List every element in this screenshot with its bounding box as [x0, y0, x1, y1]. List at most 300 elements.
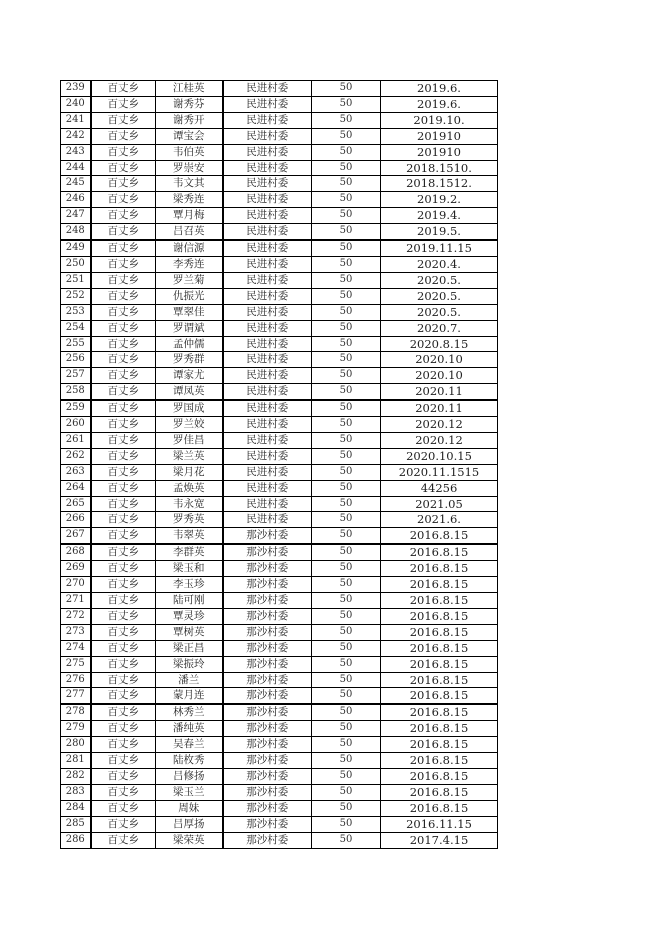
table-row: [61, 672, 498, 688]
person-name-cell: 罗谓斌: [156, 320, 223, 336]
amount-cell: 50: [312, 528, 381, 544]
row-number-cell: 268: [61, 544, 91, 560]
village-committee-cell: 民进村委: [223, 448, 312, 464]
row-number-cell: 257: [61, 368, 91, 384]
row-number-cell: 250: [61, 256, 91, 272]
village-committee-cell: 那沙村委: [223, 688, 312, 704]
amount-cell: 50: [312, 272, 381, 288]
row-number-cell: 267: [61, 528, 91, 544]
village-committee-cell: 民进村委: [223, 384, 312, 400]
date-cell: 2016.8.15: [381, 768, 498, 784]
row-number-cell: 265: [61, 496, 91, 512]
row-number-cell: 279: [61, 721, 91, 737]
township-cell: 百丈乡: [91, 208, 156, 224]
amount-cell: 50: [312, 593, 381, 609]
amount-cell: 50: [312, 128, 381, 144]
table-row: [61, 81, 498, 97]
date-cell: 2020.5.: [381, 304, 498, 320]
table-row: [61, 656, 498, 672]
amount-cell: 50: [312, 464, 381, 480]
village-committee-cell: 那沙村委: [223, 800, 312, 816]
person-name-cell: 李群英: [156, 544, 223, 560]
amount-cell: 50: [312, 704, 381, 720]
table-row: [61, 737, 498, 753]
village-committee-cell: 民进村委: [223, 144, 312, 160]
amount-cell: 50: [312, 656, 381, 672]
table-row: [61, 208, 498, 224]
township-cell: 百丈乡: [91, 144, 156, 160]
village-committee-cell: 那沙村委: [223, 784, 312, 800]
person-name-cell: 谢信源: [156, 240, 223, 256]
table-row: [61, 288, 498, 304]
amount-cell: 50: [312, 688, 381, 704]
amount-cell: 50: [312, 512, 381, 528]
person-name-cell: 陆枚秀: [156, 753, 223, 769]
village-committee-cell: 民进村委: [223, 496, 312, 512]
amount-cell: 50: [312, 304, 381, 320]
row-number-cell: 266: [61, 512, 91, 528]
date-cell: 2016.8.15: [381, 800, 498, 816]
township-cell: 百丈乡: [91, 577, 156, 593]
amount-cell: 50: [312, 96, 381, 112]
township-cell: 百丈乡: [91, 512, 156, 528]
township-cell: 百丈乡: [91, 704, 156, 720]
village-committee-cell: 民进村委: [223, 224, 312, 240]
person-name-cell: 吕厚扬: [156, 816, 223, 832]
table-row: [61, 721, 498, 737]
table-row: [61, 336, 498, 352]
township-cell: 百丈乡: [91, 721, 156, 737]
table-row: [61, 400, 498, 416]
table-row: [61, 688, 498, 704]
village-committee-cell: 那沙村委: [223, 544, 312, 560]
village-committee-cell: 那沙村委: [223, 577, 312, 593]
person-name-cell: 孟仲儒: [156, 336, 223, 352]
date-cell: 201910: [381, 128, 498, 144]
table-row: [61, 224, 498, 240]
person-name-cell: 潘兰: [156, 672, 223, 688]
date-cell: 2018.1510.: [381, 160, 498, 176]
township-cell: 百丈乡: [91, 448, 156, 464]
township-cell: 百丈乡: [91, 320, 156, 336]
village-committee-cell: 民进村委: [223, 208, 312, 224]
township-cell: 百丈乡: [91, 656, 156, 672]
person-name-cell: 罗崇安: [156, 160, 223, 176]
date-cell: 2020.11.1515: [381, 464, 498, 480]
person-name-cell: 覃树英: [156, 624, 223, 640]
township-cell: 百丈乡: [91, 336, 156, 352]
date-cell: 2016.8.15: [381, 721, 498, 737]
row-number-cell: 259: [61, 400, 91, 416]
township-cell: 百丈乡: [91, 737, 156, 753]
township-cell: 百丈乡: [91, 464, 156, 480]
amount-cell: 50: [312, 753, 381, 769]
row-number-cell: 239: [61, 81, 91, 97]
table-row: [61, 624, 498, 640]
date-cell: 2020.5.: [381, 288, 498, 304]
person-name-cell: 韦翠英: [156, 528, 223, 544]
amount-cell: 50: [312, 160, 381, 176]
amount-cell: 50: [312, 640, 381, 656]
row-number-cell: 242: [61, 128, 91, 144]
row-number-cell: 285: [61, 816, 91, 832]
township-cell: 百丈乡: [91, 112, 156, 128]
township-cell: 百丈乡: [91, 81, 156, 97]
amount-cell: 50: [312, 144, 381, 160]
person-name-cell: 谭家尤: [156, 368, 223, 384]
village-committee-cell: 那沙村委: [223, 656, 312, 672]
date-cell: 2020.5.: [381, 272, 498, 288]
village-committee-cell: 民进村委: [223, 192, 312, 208]
person-name-cell: 梁振玲: [156, 656, 223, 672]
date-cell: 2020.12: [381, 417, 498, 433]
table-row: [61, 448, 498, 464]
township-cell: 百丈乡: [91, 224, 156, 240]
amount-cell: 50: [312, 417, 381, 433]
date-cell: 2020.10: [381, 368, 498, 384]
person-name-cell: 韦伯英: [156, 144, 223, 160]
table-row: [61, 96, 498, 112]
village-committee-cell: 民进村委: [223, 240, 312, 256]
date-cell: 2016.8.15: [381, 528, 498, 544]
table-row: [61, 432, 498, 448]
amount-cell: 50: [312, 816, 381, 832]
township-cell: 百丈乡: [91, 561, 156, 577]
person-name-cell: 罗秀群: [156, 352, 223, 368]
village-committee-cell: 那沙村委: [223, 561, 312, 577]
village-committee-cell: 民进村委: [223, 256, 312, 272]
village-committee-cell: 那沙村委: [223, 704, 312, 720]
amount-cell: 50: [312, 112, 381, 128]
amount-cell: 50: [312, 368, 381, 384]
row-number-cell: 280: [61, 737, 91, 753]
amount-cell: 50: [312, 256, 381, 272]
row-number-cell: 270: [61, 577, 91, 593]
amount-cell: 50: [312, 352, 381, 368]
village-committee-cell: 那沙村委: [223, 832, 312, 848]
table-row: [61, 320, 498, 336]
person-name-cell: 李玉珍: [156, 577, 223, 593]
person-name-cell: 罗兰菊: [156, 272, 223, 288]
village-committee-cell: 民进村委: [223, 160, 312, 176]
row-number-cell: 260: [61, 417, 91, 433]
village-committee-cell: 民进村委: [223, 320, 312, 336]
date-cell: 2020.11: [381, 384, 498, 400]
date-cell: 2016.8.15: [381, 656, 498, 672]
row-number-cell: 261: [61, 432, 91, 448]
row-number-cell: 252: [61, 288, 91, 304]
township-cell: 百丈乡: [91, 432, 156, 448]
township-cell: 百丈乡: [91, 496, 156, 512]
amount-cell: 50: [312, 432, 381, 448]
person-name-cell: 梁兰英: [156, 448, 223, 464]
person-name-cell: 潘纯英: [156, 721, 223, 737]
date-cell: 2016.8.15: [381, 577, 498, 593]
village-committee-cell: 那沙村委: [223, 816, 312, 832]
village-committee-cell: 民进村委: [223, 96, 312, 112]
amount-cell: 50: [312, 832, 381, 848]
row-number-cell: 254: [61, 320, 91, 336]
village-committee-cell: 民进村委: [223, 81, 312, 97]
village-committee-cell: 民进村委: [223, 352, 312, 368]
row-number-cell: 271: [61, 593, 91, 609]
village-committee-cell: 那沙村委: [223, 768, 312, 784]
township-cell: 百丈乡: [91, 832, 156, 848]
person-name-cell: 覃翠佳: [156, 304, 223, 320]
amount-cell: 50: [312, 384, 381, 400]
village-committee-cell: 那沙村委: [223, 721, 312, 737]
township-cell: 百丈乡: [91, 608, 156, 624]
person-name-cell: 谭凤英: [156, 384, 223, 400]
date-cell: 2016.11.15: [381, 816, 498, 832]
row-number-cell: 258: [61, 384, 91, 400]
village-committee-cell: 民进村委: [223, 368, 312, 384]
person-name-cell: 谭宝会: [156, 128, 223, 144]
table-row: [61, 368, 498, 384]
village-committee-cell: 民进村委: [223, 272, 312, 288]
township-cell: 百丈乡: [91, 368, 156, 384]
amount-cell: 50: [312, 624, 381, 640]
date-cell: 2016.8.15: [381, 640, 498, 656]
amount-cell: 50: [312, 320, 381, 336]
township-cell: 百丈乡: [91, 240, 156, 256]
person-name-cell: 蒙月连: [156, 688, 223, 704]
person-name-cell: 吕召英: [156, 224, 223, 240]
date-cell: 2019.6.: [381, 81, 498, 97]
township-cell: 百丈乡: [91, 593, 156, 609]
date-cell: 2016.8.15: [381, 561, 498, 577]
village-committee-cell: 民进村委: [223, 417, 312, 433]
amount-cell: 50: [312, 544, 381, 560]
village-committee-cell: 民进村委: [223, 512, 312, 528]
amount-cell: 50: [312, 208, 381, 224]
table-body: [61, 81, 498, 849]
person-name-cell: 梁月花: [156, 464, 223, 480]
person-name-cell: 覃灵珍: [156, 608, 223, 624]
table-row: [61, 352, 498, 368]
village-committee-cell: 那沙村委: [223, 737, 312, 753]
row-number-cell: 269: [61, 561, 91, 577]
table-row: [61, 800, 498, 816]
row-number-cell: 249: [61, 240, 91, 256]
row-number-cell: 244: [61, 160, 91, 176]
row-number-cell: 241: [61, 112, 91, 128]
row-number-cell: 276: [61, 672, 91, 688]
row-number-cell: 247: [61, 208, 91, 224]
table-row: [61, 304, 498, 320]
amount-cell: 50: [312, 224, 381, 240]
row-number-cell: 286: [61, 832, 91, 848]
township-cell: 百丈乡: [91, 288, 156, 304]
row-number-cell: 281: [61, 753, 91, 769]
township-cell: 百丈乡: [91, 417, 156, 433]
date-cell: 2016.8.15: [381, 704, 498, 720]
date-cell: 2020.10: [381, 352, 498, 368]
village-committee-cell: 民进村委: [223, 464, 312, 480]
table-row: [61, 417, 498, 433]
township-cell: 百丈乡: [91, 96, 156, 112]
row-number-cell: 283: [61, 784, 91, 800]
row-number-cell: 243: [61, 144, 91, 160]
person-name-cell: 梁秀连: [156, 192, 223, 208]
village-committee-cell: 民进村委: [223, 304, 312, 320]
person-name-cell: 谢秀芬: [156, 96, 223, 112]
row-number-cell: 248: [61, 224, 91, 240]
table-row: [61, 480, 498, 496]
table-row: [61, 496, 498, 512]
row-number-cell: 282: [61, 768, 91, 784]
date-cell: 2016.8.15: [381, 608, 498, 624]
township-cell: 百丈乡: [91, 128, 156, 144]
person-name-cell: 梁玉兰: [156, 784, 223, 800]
row-number-cell: 246: [61, 192, 91, 208]
row-number-cell: 255: [61, 336, 91, 352]
amount-cell: 50: [312, 240, 381, 256]
table-row: [61, 176, 498, 192]
amount-cell: 50: [312, 768, 381, 784]
table-row: [61, 464, 498, 480]
person-name-cell: 仇振光: [156, 288, 223, 304]
person-name-cell: 罗佳昌: [156, 432, 223, 448]
township-cell: 百丈乡: [91, 624, 156, 640]
date-cell: 2016.8.15: [381, 624, 498, 640]
row-number-cell: 263: [61, 464, 91, 480]
village-committee-cell: 民进村委: [223, 432, 312, 448]
table-row: [61, 160, 498, 176]
amount-cell: 50: [312, 784, 381, 800]
township-cell: 百丈乡: [91, 304, 156, 320]
date-cell: 2018.1512.: [381, 176, 498, 192]
date-cell: 2021.6.: [381, 512, 498, 528]
row-number-cell: 264: [61, 480, 91, 496]
person-name-cell: 李秀连: [156, 256, 223, 272]
date-cell: 201910: [381, 144, 498, 160]
date-cell: 2020.4.: [381, 256, 498, 272]
table-row: [61, 544, 498, 560]
township-cell: 百丈乡: [91, 480, 156, 496]
village-committee-cell: 民进村委: [223, 480, 312, 496]
amount-cell: 50: [312, 448, 381, 464]
date-cell: 2019.6.: [381, 96, 498, 112]
table-row: [61, 608, 498, 624]
village-committee-cell: 那沙村委: [223, 593, 312, 609]
township-cell: 百丈乡: [91, 160, 156, 176]
person-name-cell: 罗秀英: [156, 512, 223, 528]
amount-cell: 50: [312, 496, 381, 512]
table-row: [61, 704, 498, 720]
amount-cell: 50: [312, 737, 381, 753]
table-row: [61, 144, 498, 160]
person-name-cell: 罗兰姣: [156, 417, 223, 433]
amount-cell: 50: [312, 336, 381, 352]
township-cell: 百丈乡: [91, 768, 156, 784]
date-cell: 2020.7.: [381, 320, 498, 336]
township-cell: 百丈乡: [91, 256, 156, 272]
date-cell: 2016.8.15: [381, 688, 498, 704]
person-name-cell: 周妹: [156, 800, 223, 816]
table-row: [61, 593, 498, 609]
date-cell: 2016.8.15: [381, 753, 498, 769]
person-name-cell: 梁正昌: [156, 640, 223, 656]
township-cell: 百丈乡: [91, 384, 156, 400]
township-cell: 百丈乡: [91, 640, 156, 656]
table-row: [61, 832, 498, 848]
amount-cell: 50: [312, 192, 381, 208]
township-cell: 百丈乡: [91, 176, 156, 192]
person-name-cell: 梁玉和: [156, 561, 223, 577]
village-committee-cell: 民进村委: [223, 112, 312, 128]
person-name-cell: 韦文其: [156, 176, 223, 192]
table-row: [61, 577, 498, 593]
village-committee-cell: 民进村委: [223, 288, 312, 304]
date-cell: 2020.10.15: [381, 448, 498, 464]
amount-cell: 50: [312, 561, 381, 577]
row-number-cell: 278: [61, 704, 91, 720]
amount-cell: 50: [312, 721, 381, 737]
table-row: [61, 256, 498, 272]
amount-cell: 50: [312, 672, 381, 688]
person-name-cell: 孟焕英: [156, 480, 223, 496]
village-committee-cell: 那沙村委: [223, 528, 312, 544]
table-row: [61, 561, 498, 577]
village-committee-cell: 民进村委: [223, 176, 312, 192]
date-cell: 2020.11: [381, 400, 498, 416]
table-row: [61, 784, 498, 800]
township-cell: 百丈乡: [91, 528, 156, 544]
table-row: [61, 128, 498, 144]
village-committee-cell: 那沙村委: [223, 640, 312, 656]
table-row: [61, 528, 498, 544]
person-name-cell: 覃月梅: [156, 208, 223, 224]
row-number-cell: 245: [61, 176, 91, 192]
village-committee-cell: 民进村委: [223, 128, 312, 144]
date-cell: 2016.8.15: [381, 672, 498, 688]
amount-cell: 50: [312, 577, 381, 593]
amount-cell: 50: [312, 608, 381, 624]
person-name-cell: 梁荣英: [156, 832, 223, 848]
amount-cell: 50: [312, 176, 381, 192]
village-committee-cell: 民进村委: [223, 336, 312, 352]
table-row: [61, 512, 498, 528]
row-number-cell: 256: [61, 352, 91, 368]
village-committee-cell: 那沙村委: [223, 672, 312, 688]
row-number-cell: 274: [61, 640, 91, 656]
date-cell: 2019.2.: [381, 192, 498, 208]
table-row: [61, 112, 498, 128]
date-cell: 2017.4.15: [381, 832, 498, 848]
date-cell: 2016.8.15: [381, 544, 498, 560]
date-cell: 2016.8.15: [381, 593, 498, 609]
table-row: [61, 240, 498, 256]
records-table: [60, 80, 498, 849]
township-cell: 百丈乡: [91, 688, 156, 704]
amount-cell: 50: [312, 800, 381, 816]
table-row: [61, 753, 498, 769]
date-cell: 2021.05: [381, 496, 498, 512]
person-name-cell: 吕修扬: [156, 768, 223, 784]
date-cell: 2016.8.15: [381, 737, 498, 753]
township-cell: 百丈乡: [91, 192, 156, 208]
date-cell: 2020.8.15: [381, 336, 498, 352]
person-name-cell: 林秀兰: [156, 704, 223, 720]
amount-cell: 50: [312, 288, 381, 304]
date-cell: 2019.11.15: [381, 240, 498, 256]
row-number-cell: 277: [61, 688, 91, 704]
table-row: [61, 192, 498, 208]
table-row: [61, 384, 498, 400]
township-cell: 百丈乡: [91, 544, 156, 560]
date-cell: 2019.10.: [381, 112, 498, 128]
